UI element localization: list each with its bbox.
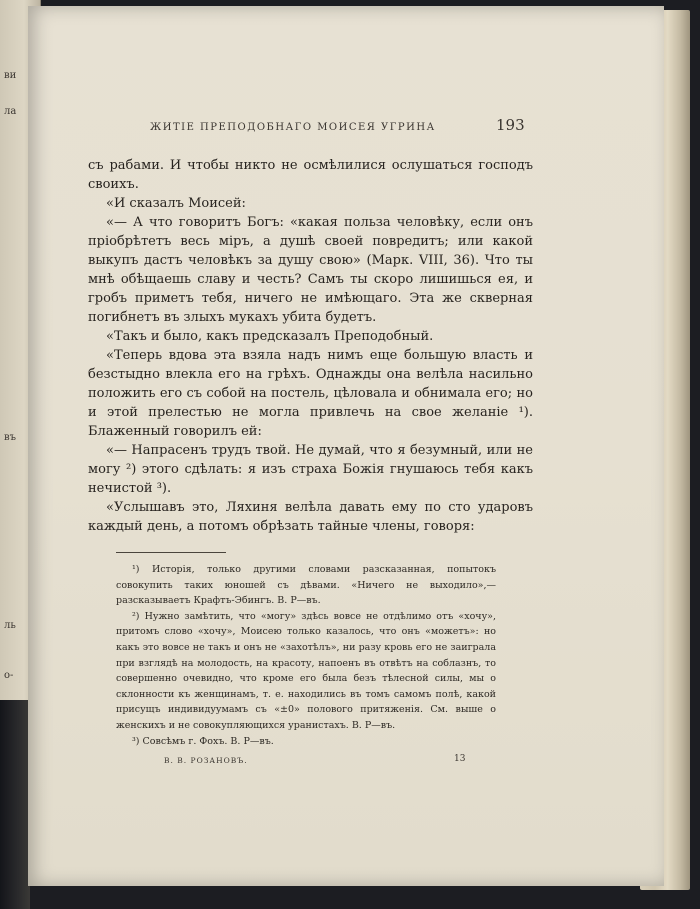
running-head: ЖИТІЕ ПРЕПОДОБНАГО МОИСЕЯ УГРИНА <box>150 122 436 133</box>
page-number: 193 <box>496 116 525 134</box>
footnote: ²) Нужно замѣтить, что «могу» здѣсь вовсе не отдѣлимо отъ «хочу», притомъ слово «хочу», Моисею только казалось, что онъ «можетъ»: но какъ это вовсе не такъ и онъ не «захотѣлъ», ни разу кровь его не заиграла при взглядѣ на молодость, на красоту, напоенъ въ отвѣтъ на соблазнъ, то совершенно очевидно, что кроме его была безъ тѣлесной силы, мы о склонности къ женщинамъ, т. е. находились въ томъ самомъ полѣ, какой присущъ индивидуумамъ съ «±0» полового притяженія. См. выше о женскихъ и не совокупляющихся уранистахъ. В. Р—въ. <box>116 610 496 731</box>
signature-mark: В. В. РОЗАНОВЪ. <box>164 756 248 765</box>
margin-fragment: въ <box>4 432 16 443</box>
paragraph: «— Напрасенъ трудъ твой. Не думай, что я безумный, или не могу ²) этого сдѣлать: я изъ страха Божія гнушаюсь тебя какъ нечистой ³). <box>88 443 533 496</box>
footnote: ¹) Исторія, только другими словами разсказанная, попытокъ совокупить таких юношей съ дѣвами. «Ничего не выходило»,— разсказываетъ Крафтъ-Эбингъ. В. Р—въ. <box>116 564 496 607</box>
body-text <box>88 156 533 536</box>
paragraph: «Теперь вдова эта взяла надъ нимъ еще большую власть и безстыдно влекла его на грѣхъ. Однажды она велѣла насильно положить его съ собой на постель, цѣловала и обнимала его; но и этой прелестью не могла привлечь на свое желаніе ¹). Блаженный говорилъ ей: <box>88 348 533 439</box>
margin-fragment: ла <box>4 106 17 117</box>
paragraph: съ рабами. И чтобы никто не осмѣлилися ослушаться господъ своихъ. <box>88 158 533 192</box>
paragraph: «— А что говоритъ Богъ: «какая польза человѣку, если онъ пріобрѣтетъ весь міръ, а душѣ своей повредитъ; или какой выкупъ дастъ человѣкъ за душу свою» (Марк. VIII, 36). Что ты мнѣ обѣщаешь славу и честь? Самъ ты скоро лишишься ея, и гробъ приметъ тебя, ничего не имѣющаго. Эта же скверная погибнетъ въ злыхъ мукахъ убита будетъ. <box>88 215 533 325</box>
margin-fragment: ви <box>4 70 17 81</box>
footnote-rule <box>116 552 226 553</box>
book-page <box>28 6 664 886</box>
footnote: ³) Совсѣмъ г. Фохъ. В. Р—въ. <box>132 735 274 747</box>
signature-number: 13 <box>454 754 466 764</box>
margin-fragment: о- <box>4 670 14 681</box>
paragraph: «Такъ и было, какъ предсказалъ Преподобный. <box>106 329 434 344</box>
margin-fragment: ль <box>4 620 16 631</box>
paragraph: «И сказалъ Моисей: <box>106 196 246 211</box>
footnotes <box>116 562 496 749</box>
paragraph: «Услышавъ это, Ляхиня велѣла давать ему по сто ударовъ каждый день, а потомъ обрѣзать тайные члены, говоря: <box>88 500 533 534</box>
